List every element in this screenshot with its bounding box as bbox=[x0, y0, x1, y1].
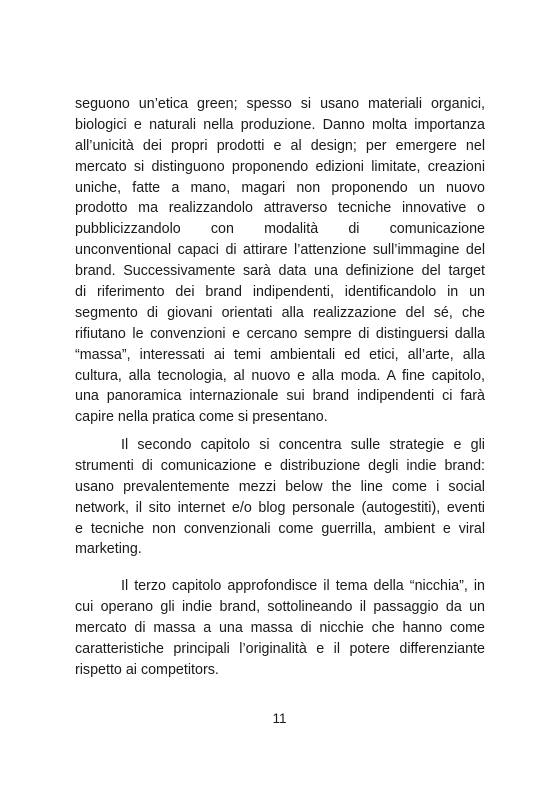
text-line: cultura, alla tecnologia, al nuovo e alla moda. A fine capitolo, bbox=[75, 367, 485, 384]
text-line: prodotto ma realizzandolo attraverso tecniche innovative o bbox=[75, 200, 485, 217]
text-line: biologici e naturali nella produzione. Danno molta importanza bbox=[75, 116, 485, 133]
text-line: mercato si distinguono proponendo edizioni limitate, creazioni bbox=[75, 158, 485, 175]
text-line: seguono un’etica green; spesso si usano materiali organici, bbox=[75, 96, 485, 112]
text-line: Il secondo capitolo si concentra sulle strategie e gli bbox=[121, 437, 485, 453]
text-line: usano prevalentemente mezzi below the line come i social bbox=[75, 478, 485, 495]
text-line: marketing. bbox=[75, 541, 142, 558]
text-line: strumenti di comunicazione e distribuzione degli indie brand: bbox=[75, 457, 485, 474]
text-line: “massa”, interessati ai temi ambientali ed etici, all’arte, alla bbox=[75, 346, 485, 363]
paragraph-2-text bbox=[75, 435, 485, 560]
text-line: mercato di massa a una massa di nicchie che hanno come bbox=[75, 619, 485, 636]
text-line: caratteristiche principali l’originalità e il potere differenziante bbox=[75, 640, 485, 657]
text-line: e tecniche non convenzionali come guerrilla, ambient e viral bbox=[75, 520, 485, 537]
text-line: all’unicità dei propri prodotti e al design; per emergere nel bbox=[75, 137, 485, 154]
text-line: brand. Successivamente sarà data una definizione del target bbox=[75, 263, 485, 280]
text-line: pubblicizzandolo con modalità di comunicazione bbox=[75, 221, 485, 238]
paragraph-3-text bbox=[75, 576, 485, 680]
paragraph-3 bbox=[75, 576, 485, 680]
page-number: 11 bbox=[272, 711, 287, 726]
text-line: rispetto ai competitors. bbox=[75, 661, 219, 678]
text-line: uniche, fatte a mano, magari non proponendo un nuovo bbox=[75, 179, 485, 196]
text-line: capire nella pratica come si presentano. bbox=[75, 409, 328, 426]
text-line: network, il sito internet e/o blog personale (autogestiti), eventi bbox=[75, 499, 485, 516]
paragraph-1-text bbox=[75, 94, 485, 428]
text-line: unconventional capaci di attirare l’attenzione sull’immagine del bbox=[75, 242, 485, 259]
paragraph-1 bbox=[75, 94, 485, 428]
text-line: di riferimento dei brand indipendenti, identificandolo in un bbox=[75, 284, 485, 301]
paragraph-2 bbox=[75, 435, 485, 560]
text-line: cui operano gli indie brand, sottolineando il passaggio da un bbox=[75, 598, 485, 615]
text-line: una panoramica internazionale sui brand indipendenti ci farà bbox=[75, 388, 485, 405]
text-line: Il terzo capitolo approfondisce il tema della “nicchia”, in bbox=[121, 578, 485, 594]
text-line: rifiutano le convenzioni e cercano sempre di distinguersi dalla bbox=[75, 325, 485, 342]
text-line: segmento di giovani orientati alla realizzazione del sé, che bbox=[75, 304, 485, 321]
